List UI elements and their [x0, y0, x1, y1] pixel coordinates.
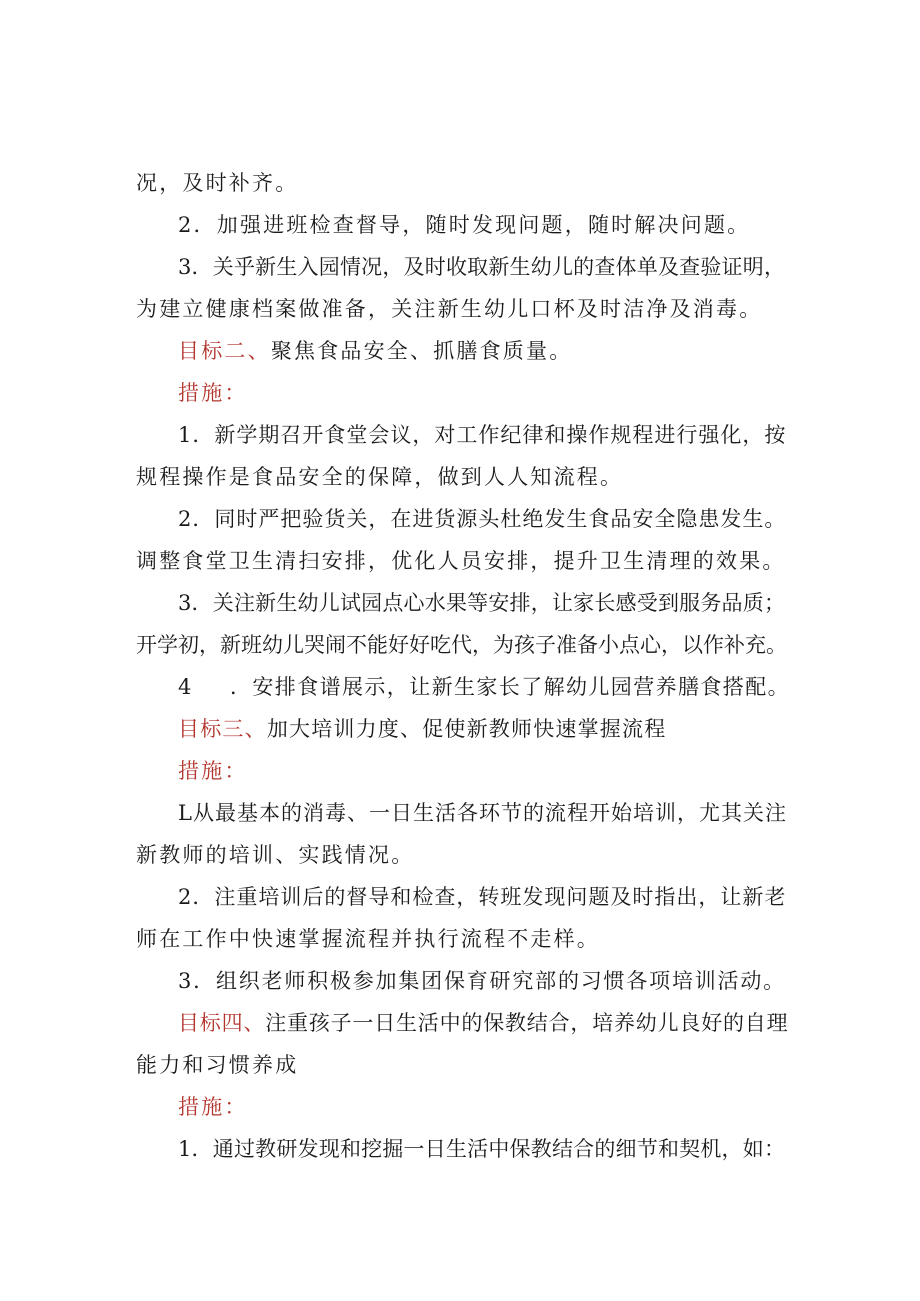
goal-heading [178, 336, 920, 366]
text-line: 开学初，新班幼儿哭闹不能好好吃代，为孩子准备小点心，以作补充。 [136, 633, 787, 657]
text-line: 3．关注新生幼儿试园点心水果等安排，让家长感受到服务品质； [178, 591, 786, 615]
text-line: 况，及时补齐。 [136, 171, 299, 195]
text-line: 2．加强进班检查督导，随时发现问题，随时解决问题。 [178, 213, 751, 237]
text-line: 新教师的培训、实践情况。 [136, 843, 415, 867]
text-line: 调整食堂卫生清扫安排，优化人员安排，提升卫生清理的效果。 [136, 549, 786, 573]
text-line: 2．注重培训后的督导和检查，转班发现问题及时指出，让新老 [178, 885, 787, 909]
goal-heading [178, 714, 920, 744]
item-number: 4 [178, 675, 193, 699]
measures-label: 措施： [178, 1095, 248, 1119]
text-line: 2．同时严把验货关，在进货源头杜绝发生食品安全隐患发生。 [178, 507, 787, 531]
item-text: ．安排食谱展示，让新生家长了解幼儿园营养膳食搭配。 [230, 675, 790, 699]
text-line: 规程操作是食品安全的保障，做到人人知流程。 [136, 465, 624, 489]
goal-text: 聚焦食品安全、抓膳食质量。 [270, 339, 573, 363]
goal-label: 目标四、 [178, 1011, 266, 1035]
goal-text: 加大培训力度、促使新教师快速掌握流程 [266, 717, 667, 741]
text-line: 1．新学期召开食堂会议，对工作纪律和操作规程进行强化，按 [178, 423, 787, 447]
measures-label: 措施： [178, 759, 248, 783]
measures-label: 措施： [178, 381, 248, 405]
text-line [178, 672, 920, 702]
text-line: 为建立健康档案做准备，关注新生幼儿口杯及时洁净及消毒。 [136, 297, 763, 321]
text-line: 3．关乎新生入园情况，及时收取新生幼儿的查体单及查验证明， [178, 255, 786, 279]
text-line: 3．组织老师积极参加集团保育研究部的习惯各项培训活动。 [178, 969, 786, 993]
text-line: 能力和习惯养成 [136, 1053, 299, 1077]
goal-label: 目标二、 [178, 339, 271, 363]
goal-label: 目标三、 [178, 717, 267, 741]
text-line: 师在工作中快速掌握流程并执行流程不走样。 [136, 927, 600, 951]
goal-heading [178, 1008, 920, 1038]
text-line: 1．通过教研发现和挖掘一日生活中保教结合的细节和契机，如： [178, 1137, 786, 1161]
text-line: L从最基本的消毒、一日生活各环节的流程开始培训，尤其关注 [178, 801, 787, 825]
goal-text: 注重孩子一日生活中的保教结合，培养幼儿良好的自理 [265, 1011, 789, 1035]
